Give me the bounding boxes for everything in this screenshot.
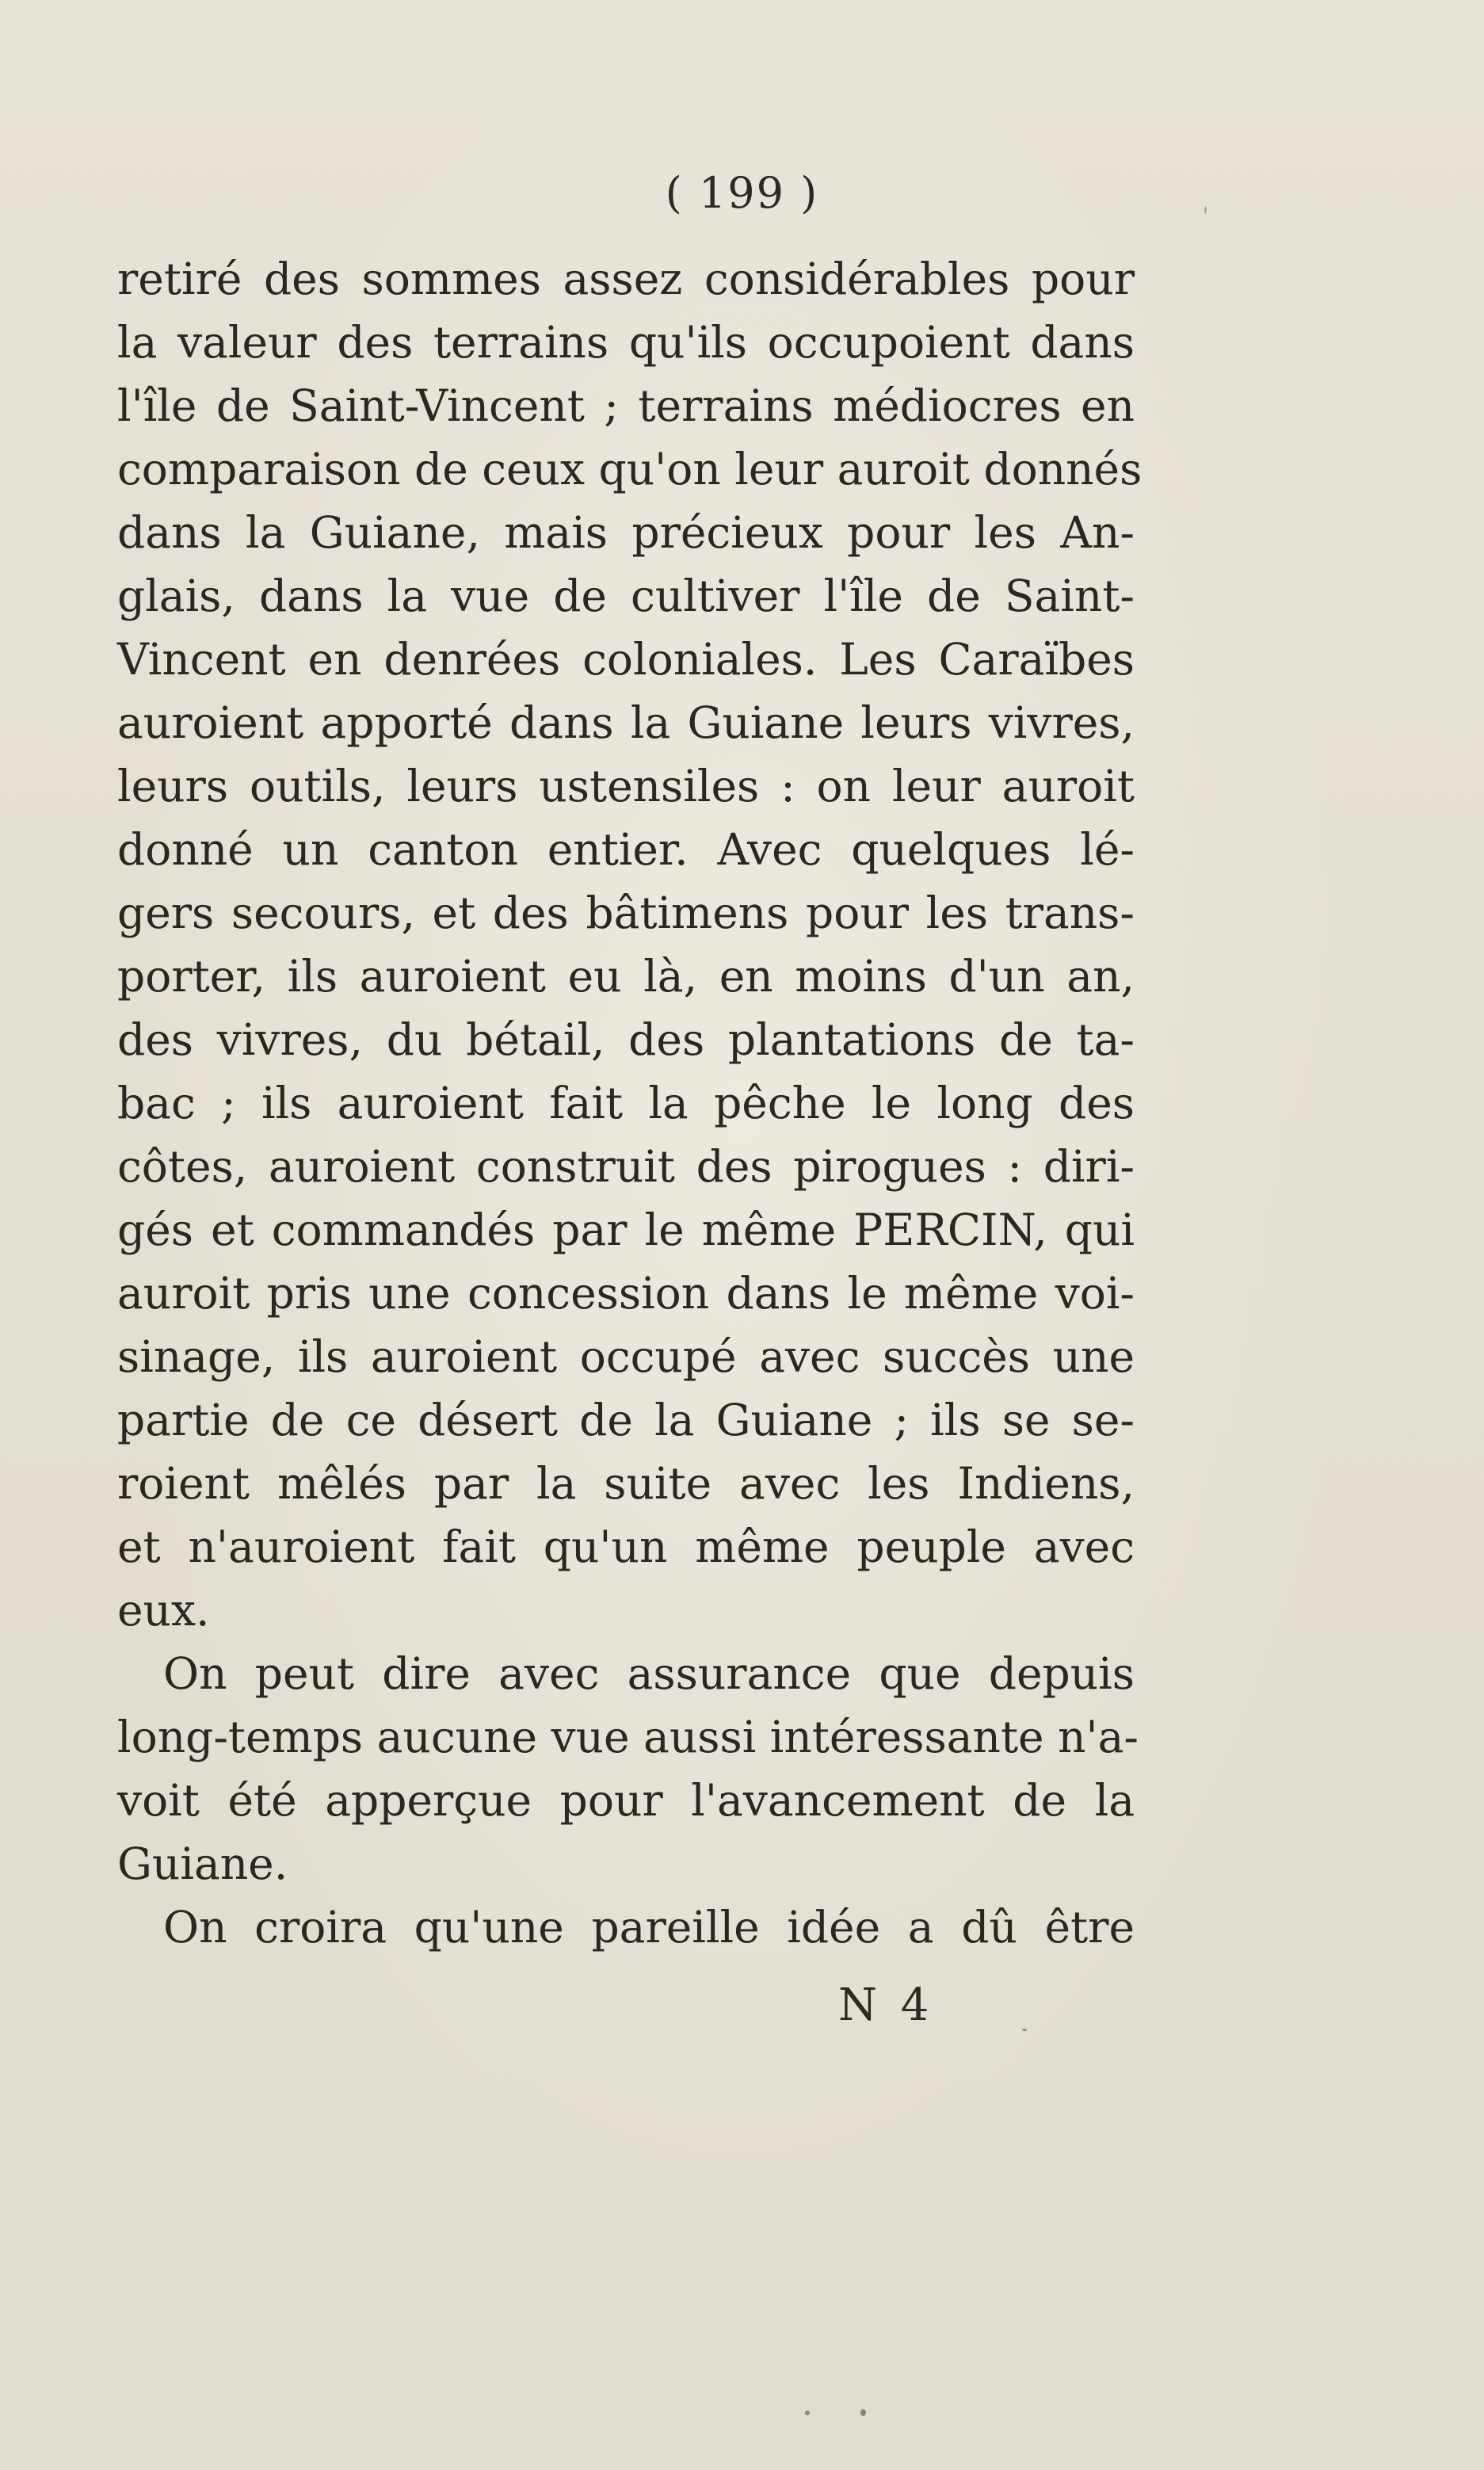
paper-speck: [1022, 2029, 1027, 2031]
text-line: voit été apperçue pour l'avancement de la: [117, 1775, 1135, 1826]
text-line: bac ; ils auroient fait la pêche le long des: [117, 1078, 1135, 1128]
text-line: gers secours, et des bâtimens pour les trans-: [117, 888, 1135, 938]
page-number: ( 199 ): [665, 168, 819, 218]
text-line: gés et commandés par le même PERCIN, qui: [117, 1204, 1135, 1255]
text-line: retiré des sommes assez considérables pour: [117, 254, 1135, 304]
text-line: donné un canton entier. Avec quelques lé-: [117, 824, 1135, 875]
paper-speck: [805, 2411, 810, 2415]
text-line: la valeur des terrains qu'ils occupoient dans: [117, 317, 1135, 368]
paragraph-end-line: Guiane.: [117, 1838, 288, 1889]
paragraph-start-line: On peut dire avec assurance que depuis: [163, 1648, 1135, 1699]
text-line: des vivres, du bétail, des plantations de ta-: [117, 1014, 1135, 1065]
text-line: sinage, ils auroient occupé avec succès une: [117, 1331, 1135, 1382]
text-line: Vincent en denrées coloniales. Les Caraïbes: [117, 634, 1135, 685]
text-line: leurs outils, leurs ustensiles : on leur auroit: [117, 761, 1135, 811]
paragraph-start-line: On croira qu'une pareille idée a dû être: [163, 1902, 1135, 1953]
text-line: partie de ce désert de la Guiane ; ils se se-: [117, 1395, 1135, 1445]
text-line: comparaison de ceux qu'on leur auroit donnés: [117, 444, 1143, 494]
text-line: l'île de Saint-Vincent ; terrains médiocres en: [117, 380, 1135, 431]
body-text: [117, 247, 1143, 1959]
text-line: porter, ils auroient eu là, en moins d'un an,: [117, 951, 1135, 1002]
text-line: auroit pris une concession dans le même voi-: [117, 1268, 1135, 1319]
text-line: côtes, auroient construit des pirogues : diri-: [117, 1141, 1135, 1192]
paragraph-end-line: eux.: [117, 1585, 210, 1636]
text-line: dans la Guiane, mais précieux pour les An-: [117, 507, 1135, 558]
paper-speck: [1204, 206, 1207, 214]
text-line: roient mêlés par la suite avec les Indiens,: [117, 1458, 1135, 1509]
text-line: et n'auroient fait qu'un même peuple avec: [117, 1521, 1135, 1572]
text-line: long-temps aucune vue aussi intéressante n'a-: [117, 1712, 1139, 1762]
text-line: glais, dans la vue de cultiver l'île de Saint-: [117, 571, 1135, 621]
paper-speck: [860, 2409, 866, 2416]
text-line: auroient apporté dans la Guiane leurs vivres,: [117, 697, 1135, 748]
signature-mark: N 4: [838, 1979, 934, 2031]
